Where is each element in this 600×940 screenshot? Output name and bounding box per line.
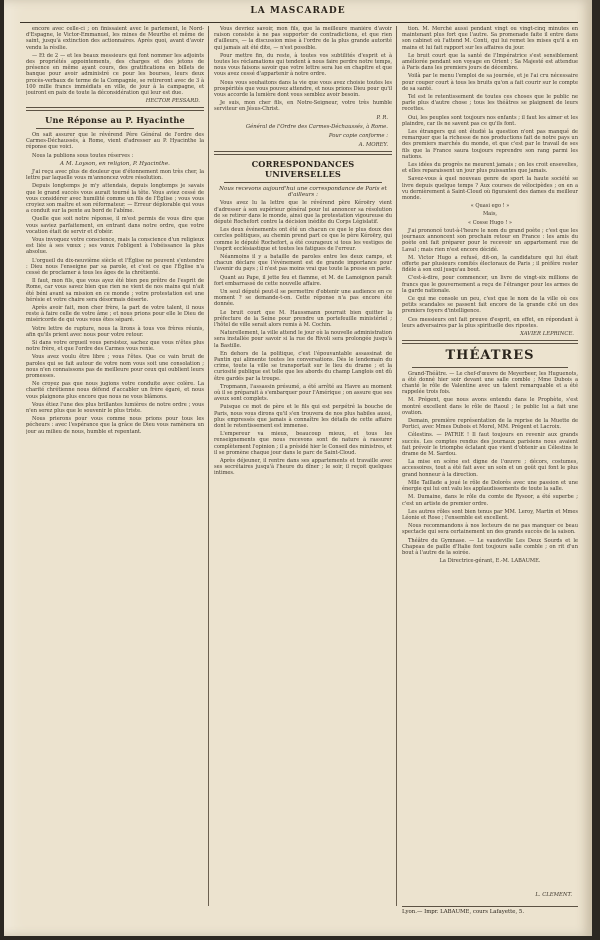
column-2 (214, 26, 392, 901)
section-title: THÉATRES (445, 347, 535, 363)
paragraph: La mise en scène est digne de l'œuvre ; décors, costumes, accessoires, tout a été fait avec un soin et un goût qui font le plus grand honneur à la direction. (402, 459, 578, 478)
paragraph: Vous étiez l'une des plus brillantes lumières de notre ordre ; vous n'en serez plus que le souvenir le plus triste. (26, 401, 204, 415)
paragraph: Quant au Pape, il jette feu et flamme, et M. de Lamoignon paraît fort embarrassé de cette nouvelle affaire. (214, 274, 392, 287)
paragraph: Ces messieurs ont fait preuve d'esprit, en effet, en répondant à leurs adversaires par la plus spirituelle des ripostes. (402, 316, 578, 329)
paragraph: Un seul député peut-il se permettre d'obtenir une audience en ce moment ? se demande-t-on. Cette réponse n'a pas encore été donnée. (214, 289, 392, 308)
paragraph: Après avoir fait, mon cher frère, la part de votre talent, il nous reste à faire celle de votre âme ; et nous prions pour elle le Dieu de miséricorde de qui vous vous êtes séparé. (26, 305, 204, 324)
paragraph: Vous devriez savoir, mon fils, que la meilleure manière d'avoir raison consiste à ne pas supporter de contradictions, et que rien d'ailleurs, — la discussion mise à l'ordre de la plus grande autorité qui jamais ait été dite, — n'est possible. (214, 26, 392, 51)
paragraph: — Et de 2 — et les beaux messieurs qui font nommer les adjoints des propriétés appointements, des charges et des jetons de présence en même ayant cours, des gratifications en billets de banque pour avoir administré ce pour les bourses, leurs deux procès-verbaux de terme de la Compagnie, se retireront avec de 3 à 100 mille francs immédiats en ville, de jour à la campagne, et jouiront en paix de toute la déconsidération qui leur est due. (26, 52, 204, 97)
paragraph: J'ai reçu avec plus de douleur que d'étonnement mon très cher, la lettre par laquelle vous m'annoncez votre résolution. (26, 168, 204, 182)
divider (214, 151, 392, 155)
paragraph: Pour mettre fin, du reste, à toutes vos subtilités d'esprit et à toutes les réclamations qui tendent à nous faire perdre notre temps, nous vous faisons savoir que votre lettre sera lue en chapitre et que vous avez cessé d'appartenir à notre ordre. (214, 52, 392, 78)
paragraph: En dehors de la politique, c'est l'épouvantable assassinat de Pantin qui alimente toutes les conversations. Dès le lendemain du crime, toute la ville se transportait sur le lieu du drame ; et la curiosité publique est telle que les abords du champ Langlois ont dû être gardés par la troupe. (214, 350, 392, 382)
signature: P. R. (376, 114, 388, 121)
paragraph: Oui, les peuples sont toujours nos enfants ; il faut les aimer et les plaindre, car ils ne savent pas ce qu'ils font. (402, 114, 578, 127)
paragraph: Nous prierons pour vous comme nous prions pour tous les pécheurs : avec l'espérance que la grâce de Dieu vous ramènera un jour au milieu de nous, humble et repentant. (26, 416, 204, 435)
masthead: LA MASCARADE (250, 6, 346, 16)
paragraph: Voilà par le menu l'emploi de sa journée, et je l'ai cru nécessaire pour couper court à tous les bruits qu'on a fait courir sur le compte de sa santé. (402, 73, 578, 92)
paragraph: M. Prégent, que nous avons entendu dans le Prophète, s'est montré excellent dans le rôle de Raoul ; le public lui a fait une ovation. (402, 397, 578, 416)
paragraph: L'empereur va mieux, beaucoup mieux, et tous les renseignements que nous recevons sont de nature à rassurer complètement l'opinion ; il a présidé hier le Conseil des ministres, et il se promène chaque jour dans le parc de Saint-Cloud. (214, 431, 392, 456)
paragraph: Depuis longtemps je m'y attendais, depuis longtemps je savais que le grand succès vous aurait tourné la tête. Vous aviez cessé de vous considérer avec humilité comme un fils de l'Église ; vous vous croyiez son maître et son réformateur. — Erreur déplorable qui vous a conduit sur la pente au bord de l'abîme. (26, 183, 204, 215)
paragraph: L'orgueil du dix-neuvième siècle et l'Église ne peuvent s'entendre : Dieu nous l'enseigne par sa parole, et c'est ce que l'Église n'a cessé de proclamer à tous les âges de la chrétienté. (26, 257, 204, 276)
paragraph: Grand-Théâtre. — Le chef-d'œuvre de Meyerbeer, les Huguenots, a été donné hier soir devant une salle comble ; Mme Dubois a chanté le rôle de Valentine avec un talent remarquable et a été rappelée trois fois. (402, 370, 578, 396)
paragraph: Ne croyez pas que nous jugions votre conduite avec colère. La charité chrétienne nous défend d'accabler un frère égaré, et nous vous plaignons plus encore que nous ne vous blâmons. (26, 381, 204, 400)
signature: L. CLEMENT. (535, 892, 572, 898)
quote: « Quasi ego ! » (470, 203, 510, 210)
column-divider (396, 26, 397, 906)
paragraph: Après déjeuner, il rentre dans ses appartements et travaille avec ses secrétaires jusqu'à l'heure du dîner ; le soir, il reçoit quelques intimes. (214, 458, 392, 477)
paragraph: J'ai prononcé tout-à-l'heure le nom du grand poète ; c'est que les journaux annoncent son prochain retour en France : les amis du poète ont fait préparer pour le recevoir un appartement rue de Laval ; mais rien n'est encore décidé. (402, 227, 578, 253)
divider (26, 107, 204, 111)
printer-imprint: Lyon.— Impr. LABAUME, cours Lafayette, 5. (402, 906, 578, 915)
signature-note: Pour copie conforme : (328, 133, 388, 140)
newspaper-page (4, 0, 592, 936)
divider (224, 182, 382, 183)
paragraph: Célestins. — PATRIE ! Il faut toujours en revenir aux grands succès. Les comptes rendus des journaux parisiens nous avaient fait prévoir le triomphe éclatant que vient d'obtenir au Célestins le drame de M. Sardou. (402, 432, 578, 458)
paragraph: Nous la publions sous toutes réserves : (32, 152, 134, 159)
top-rule (20, 22, 578, 23)
paragraph: C'est-à-dire, pour commencer, un livre de vingt-six millions de francs que le gouvernement a reçu de l'étranger pour les armes de la garde nationale. (402, 275, 578, 294)
paragraph: Vous avez lu la lettre que le révérend père Kéroëry vient d'adresser à son supérieur général pour lui annoncer sa résolution de se retirer dans le monde, ainsi que la protestation vigoureuse du député Rochefort contre la décision inédite du Corps Législatif. (214, 200, 392, 225)
paragraph: Néanmoins il y a bataille de paroles entre les deux camps, et chacun déclare que l'événement est de grande importance pour l'avenir du pays ; il n'est pas moins vrai que toute la presse en parle. (214, 253, 392, 273)
paragraph: M. Victor Hugo a refusé, dit-on, la candidature qui lui était offerte par plusieurs comités électoraux de Paris ; il préfère rester fidèle à son exil jusqu'au bout. (402, 254, 578, 274)
paragraph: Votre lettre de rupture, nous la lirons à tous vos frères réunis, afin qu'ils prient avec nous pour votre retour. (26, 325, 204, 338)
dateline: A M. Loyson, en religion, P. Hyacinthe. (60, 160, 170, 167)
paragraph: Les deux événements ont été un chacun ce que le plus doux des cercles politiques, au chemin prend part ce que le père Kéroëry, qui comme le député Rochefort, a été courageux si tous les vestiges de l'esprit ecclésiastique et toutes les fatigues de l'erreur. (214, 227, 392, 252)
article-title: Une Réponse au P. Hyacinthe (45, 114, 185, 125)
paragraph: Vous invoquez votre conscience, mais la conscience d'un religieux est liée à ses vœux ; ses vœux l'obligent à l'obéissance la plus absolue. (26, 236, 204, 256)
paragraph: Théâtre du Gymnase. — Le vaudeville Les Deux Sourds et le Chapeau de paille d'Italie font toujours salle comble ; on rit d'un bout à l'autre de la soirée. (402, 537, 578, 556)
signature: XAVIER LEPRINCE. (520, 330, 574, 337)
paragraph: Les autres rôles sont bien tenus par MM. Leroy, Martin et Mmes Léonie et Rose ; l'ensemble est excellent. (402, 508, 578, 521)
paragraph: Les étrangers qui ont étudié la question n'ont pas manqué de remarquer que la richesse de nos productions fait de notre pays un des premiers marchés du monde, et que c'est par le travail de ses fils que la France saura toujours reprendre son rang parmi les nations. (402, 129, 578, 160)
paragraph: Il faut, mon fils, que vous ayez été bien peu prêtre de l'esprit de Rome, car vous savez bien que rien ne vient de nos mains qui n'ait été béni avant sa mission en ce monde ; votre protestation est une hérésie et votre chaire sera désormais déserte. (26, 278, 204, 303)
paragraph: Vous avez voulu être libre ; vous l'êtes. Que ce vain bruit de paroles qui se fait autour de votre nom vous soit une consolation ; nous n'en connaissons pas de meilleure pour ceux qui oublient leurs promesses. (26, 354, 204, 380)
paragraph: Si dans votre orgueil vous persistez, sachez que vous n'êtes plus notre frère, et que l'ordre des Carmes vous renie. (26, 340, 204, 353)
paragraph: Quelle que soit notre réponse, il m'est permis de vous dire que vous saviez parfaitement, en entrant dans notre ordre, que votre vocation était de servir et d'obéir. (26, 216, 204, 235)
paragraph: Le bruit court que la santé de l'Impératrice s'est sensiblement améliorée pendant son voyage en Orient ; Sa Majesté est attendue à Paris dans les premiers jours de décembre. (402, 52, 578, 72)
article-title: CORRESPONDANCES UNIVERSELLES (251, 158, 355, 179)
divider (36, 128, 194, 129)
paragraph: tion. M. Merché aussi pendant vingt ou vingt-cinq minutes en maintenant plus fort que l'autre. Sa promenade faite il entre dans son cabinet où l'attend M. Conti, qui lui remet les mises qu'il a en mains et lui fait rapport sur les affaires du jour. (402, 26, 578, 51)
paragraph: Ce qui me console un peu, c'est que le nom de la ville où ces petits scandales se passent fait encore de la grande cité un des premiers foyers d'intelligence. (402, 295, 578, 315)
divider (412, 367, 568, 368)
column-3 (402, 26, 578, 901)
paragraph: Tel est le retentissement de toutes ces choses que le public ne parle plus d'autre chose ; tous les théâtres se plaignent de leurs recettes. (402, 94, 578, 113)
director-line: La Directrice-gérant, E.-M. LABAUME. (439, 558, 541, 565)
column-1 (26, 26, 204, 901)
quote: « Cosse Hugo ! » (467, 219, 512, 226)
signature: HECTOR PESSARD. (145, 98, 200, 105)
paragraph: encore avec celle-ci ; on finissaient avec le parlement, le Nord-d'Espagne, le Victor-Emmanuel, les mines de Meurthe et même de saint, jusqu'à extinction des actionnaires. Après quoi, avant d'avoir vendu la résilie. (26, 26, 204, 51)
paragraph: On sait assurer que le révérend Père Général de l'ordre des Carmes-Déchaussés, à Rome, vient d'adresser au P. Hyacinthe la réponse que voici. (26, 131, 204, 151)
paragraph: Savez-vous à quel nouveau genre de sport la haute société se livre depuis quelque temps ? Aux courses de vélocipèdes ; on en a vu dernièrement à Saint-Cloud où figuraient des dames du meilleur monde. (402, 176, 578, 202)
quote-separator: Mais, (482, 211, 498, 218)
paragraph: Le bruit court que M. Haussmann pourrait bien quitter la préfecture de la Seine pour prendre un portefeuille ministériel ; l'hôtel de ville serait alors remis à M. Cochin. (214, 309, 392, 329)
paragraph: Demain, première représentation de la reprise de la Muette de Portici, avec Mmes Dubois et Morel, MM. Prégent et Lacroix. (402, 418, 578, 431)
paragraph: Nous vous souhaitons dans la vie que vous avez choisie toutes les prospérités que vous pouvez attendre, et nous prions Dieu pour qu'il vous accorde la lumière dont vous semblez avoir besoin. (214, 79, 392, 99)
paragraph: Les idées du progrès ne meurent jamais ; on les croit ensevelies, et elles reparaissent un jour plus puissantes que jamais. (402, 162, 578, 175)
paragraph: Naturellement, la ville attend le jour où la nouvelle administration sera installée pour savoir si la rue de Rivoli sera prolongée jusqu'à la Bastille. (214, 330, 392, 349)
column-divider (208, 26, 209, 906)
signature: A. MOREY. (358, 142, 388, 149)
paragraph: Nous recommandons à nos lecteurs de ne pas manquer ce beau spectacle qui sera certainement un des grands succès de la saison. (402, 523, 578, 536)
divider (402, 340, 578, 344)
paragraph: Tropmann, l'assassin présumé, a été arrêté au Havre au moment où il se préparait à s'embarquer pour l'Amérique ; on assure que ses aveux sont complets. (214, 383, 392, 403)
paragraph: Mlle Taillade a joué le rôle de Dolorès avec une passion et une énergie qui lui ont valu les applaudissements de toute la salle. (402, 479, 578, 493)
paragraph: Je suis, mon cher fils, en Notre-Seigneur, votre très humble serviteur en Jésus-Christ. (214, 100, 392, 113)
paragraph: Puisque ce mot de père et le fils qui est perpétré la bouche de Paris, nous vous dirons qu'il s'en trouvera de nos plus habiles aussi, plus empressés que jamais à connaître les détails de cette affaire dont le retentissement est immense. (214, 404, 392, 430)
subtitle: Nous recevons aujourd'hui une correspondance de Paris et d'ailleurs : (219, 185, 387, 199)
signature-title: Général de l'Ordre des Carmes-Déchaussés, à Rome. (245, 123, 388, 130)
paragraph: M. Dumaine, dans le rôle du comte de Rysoor, a été superbe ; c'est un artiste de premier ordre. (402, 494, 578, 507)
